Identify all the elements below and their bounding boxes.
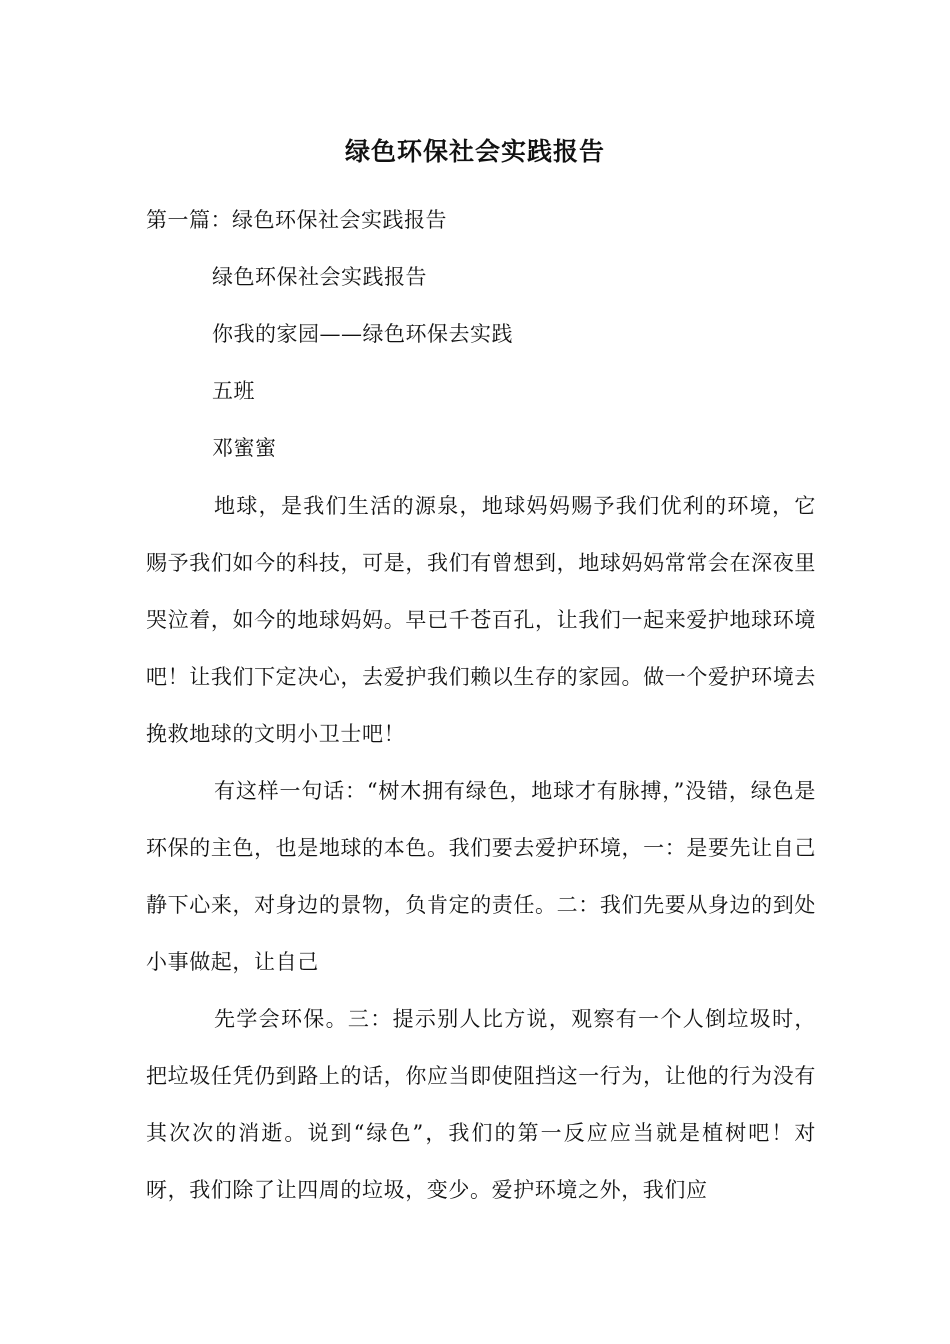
body-text	[146, 478, 816, 1219]
document-title: 绿色环保社会实践报告	[344, 137, 605, 166]
paragraph: 先学会环保。三：提示别人比方说，观察有一个人倒垃圾时，把垃圾任凭仍到路上的话，你应当即使阻挡这一行为，让他的行为没有其次次的消逝。说到“绿色”，我们的第一反应应当就是植树吧！对呀，我们除了让四周的垃圾，变少。爱护环境之外，我们应	[146, 1007, 816, 1202]
section-heading: 第一篇：绿色环保社会实践报告	[146, 208, 447, 232]
report-subtitle: 绿色环保社会实践报告	[212, 265, 427, 289]
author-name: 邓蜜蜜	[212, 436, 277, 460]
class-name: 五班	[212, 379, 255, 403]
report-theme: 你我的家园——绿色环保去实践	[212, 322, 513, 346]
paragraph: 地球，是我们生活的源泉，地球妈妈赐予我们优利的环境，它赐予我们如今的科技，可是，我们有曾想到，地球妈妈常常会在深夜里哭泣着，如今的地球妈妈。早已千苍百孔，让我们一起来爱护地球环境吧！让我们下定决心，去爱护我们赖以生存的家园。做一个爱护环境去挽救地球的文明小卫士吧！	[146, 494, 816, 746]
paragraph: 有这样一句话：“树木拥有绿色，地球才有脉搏，”没错，绿色是环保的主色，也是地球的本色。我们要去爱护环境，一：是要先让自己静下心来，对身边的景物，负肯定的责任。二：我们先要从身边的到处小事做起，让自己	[146, 779, 816, 974]
